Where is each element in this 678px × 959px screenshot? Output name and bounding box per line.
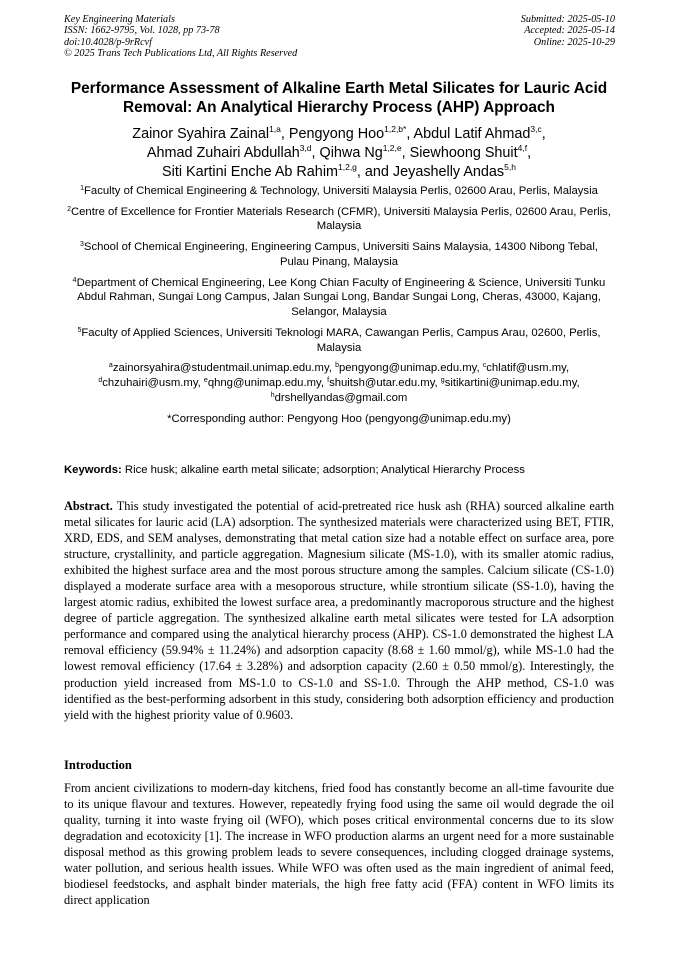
email-sup: d bbox=[98, 377, 103, 385]
author-separator: , bbox=[541, 126, 546, 142]
author-name: Qihwa Ng bbox=[319, 145, 383, 161]
author-name: Pengyong Hoo bbox=[288, 126, 385, 142]
journal-doi: doi:10.4028/p-9rRcvf bbox=[64, 36, 152, 48]
online-date: Online: 2025-10-29 bbox=[533, 36, 615, 48]
author-separator: , bbox=[527, 145, 532, 161]
author-affil-sup: 1,a bbox=[269, 124, 281, 134]
email-sup: b bbox=[335, 362, 339, 370]
author-name: Siti Kartini Enche Ab Rahim bbox=[162, 164, 338, 180]
affiliation-text: Centre of Excellence for Frontier Materials Research (CFMR), Universiti Malaysia Perlis, 02600 Arau, Perlis, Malaysia bbox=[70, 205, 611, 233]
email-sup: e bbox=[203, 377, 208, 385]
email-link[interactable]: chlatif@usm.my bbox=[486, 362, 566, 375]
email-link[interactable]: sitikartini@unimap.edu.my bbox=[444, 377, 577, 390]
email-link[interactable]: pengyong@unimap.edu.my bbox=[338, 362, 477, 375]
journal-issn: ISSN: 1662-9795, Vol. 1028, pp 73-78 bbox=[64, 25, 220, 37]
email-sup: g bbox=[440, 377, 445, 385]
email-list: $^a$zainorsyahira@studentmail.unimap.edu.my, $^b$pengyong@unimap.edu.my, $^c$chlatif@usm.my, $^d$chzuhairi@usm.my, $^e$qhng@unimap.edu.my, $^f$shuitsh@utar.edu.my, $^g$sitikartini@unimap.edu.my, $^h$drshellyandas@gmail.com bbox=[98, 362, 580, 404]
keywords bbox=[64, 463, 614, 477]
accepted-date: Accepted: 2025-05-14 bbox=[524, 25, 615, 37]
email-link[interactable]: chzuhairi@usm.my bbox=[102, 377, 198, 390]
affiliation-text: Department of Chemical Engineering, Lee Kong Chian Faculty of Engineering & Science, Universiti Tunku Abdul Rahman, Sungai Long Campus, Jalan Sungai Long, Bandar Sungai Long, Cheras, 43000, Kajang, Selangor, Malaysia bbox=[76, 276, 606, 319]
author-name: Zainor Syahira Zainal bbox=[132, 126, 270, 142]
author-affil-sup: 1,2,b* bbox=[384, 124, 407, 134]
author-separator: , bbox=[311, 145, 320, 161]
author-list bbox=[60, 125, 618, 182]
author-separator: , and bbox=[356, 164, 393, 180]
email-sup: c bbox=[482, 362, 487, 370]
email-sup: h bbox=[270, 391, 275, 399]
email-sup: f bbox=[327, 377, 330, 385]
affiliation-4 bbox=[64, 276, 614, 320]
journal-name: Key Engineering Materials bbox=[64, 14, 175, 25]
keywords-label: Keywords: bbox=[64, 464, 122, 476]
affiliation-text: Faculty of Applied Sciences, Universiti Teknologi MARA, Cawangan Perlis, Campus Arau, 02600, Perlis, Malaysia bbox=[81, 326, 601, 354]
author-name: Siewhoong Shuit bbox=[409, 145, 518, 161]
author-affil-sup: 3,c bbox=[530, 124, 542, 134]
author-name: Abdul Latif Ahmad bbox=[413, 126, 531, 142]
email-link[interactable]: zainorsyahira@studentmail.unimap.edu.my bbox=[112, 362, 329, 375]
author-separator: , bbox=[280, 126, 289, 142]
affiliation-sup: 4 bbox=[72, 276, 77, 284]
keywords-text: Rice husk; alkaline earth metal silicate; adsorption; Analytical Hierarchy Process bbox=[124, 464, 525, 476]
affiliation-2 bbox=[64, 205, 614, 234]
affiliation-3 bbox=[64, 240, 614, 269]
author-name: Ahmad Zuhairi Abdullah bbox=[146, 145, 300, 161]
paper-title: Performance Assessment of Alkaline Earth Metal Silicates for Lauric Acid Removal: An Analytical Hierarchy Process (AHP) Approach bbox=[70, 80, 608, 116]
affiliation-sup: 1 bbox=[80, 185, 85, 192]
introduction-text: From ancient civilizations to modern-day kitchens, fried food has constantly become an all-time favourite due to its unique flavour and textures. However, repeatedly frying food using the same oil would degrade the oil quality, turning it into waste frying oil (WFO), which poses critical environmental concerns due to its slow degradation and ecotoxicity [1]. The increase in WFO production alarms an urgent need for a more sustainable disposal method as this growing problem leads to severe consequences, including clogged drainage systems, water pollution, and serious health issues. While WFO was often used as the main ingredient of animal feed, biodiesel feedstocks, and asphalt binder materials, the high free fatty acid (FFA) content in WFO limits its direct application bbox=[64, 781, 614, 908]
journal-copyright: © 2025 Trans Tech Publications Ltd, All Rights Reserved bbox=[64, 47, 298, 59]
author-affil-sup: 1,2,g bbox=[338, 162, 357, 172]
abstract-text: This study investigated the potential of acid-pretreated rice husk ash (RHA) sourced alkaline earth metal silicates for lauric acid (LA) adsorption. The synthesized materials were characterized using BET, FTIR, XRD, EDS, and SEM analyses, demonstrating that metal cation size had a notable effect on surface area, pore structure, crystallinity, and particle aggregation. Magnesium silicate (MS-1.0), with its smaller atomic radius, exhibited the highest surface area and the most porous structure among the samples. Calcium silicate (CS-1.0) displayed a moderate surface area with a mesoporous structure, while strontium silicate (SS-1.0), having the largest atomic radius, exhibited the lowest surface area, a predominantly macroporous structure and the highest degree of particle aggregation. The synthesized alkaline earth metal silicates were tested for LA adsorption performance and compared using the analytical hierarchy process (AHP). CS-1.0 demonstrated the highest LA removal efficiency (59.94% ± 11.24%) and adsorption capacity (8.68 ± 1.60 mmol/g), while MS-1.0 had the lowest removal efficiency (17.64 ± 3.28%) and adsorption capacity (2.60 ± 0.50 mmol/g). Interestingly, the production yield increased from MS-1.0 to CS-1.0 and SS-1.0. Through the AHP method, CS-1.0 was identified as the best-performing adsorbent in this study, considering both adsorption efficiency and production yield with the highest priority value of 0.9603. bbox=[64, 499, 614, 722]
affiliations bbox=[64, 184, 614, 433]
author-separator: , bbox=[406, 126, 414, 142]
affiliation-text: Faculty of Chemical Engineering & Technology, Universiti Malaysia Perlis, 02600 Arau, Perlis, Malaysia bbox=[84, 185, 598, 197]
abstract bbox=[64, 498, 614, 723]
email-link[interactable]: qhng@unimap.edu.my bbox=[207, 377, 321, 390]
journal-info bbox=[64, 14, 297, 59]
corresponding-author: *Corresponding author: Pengyong Hoo (pengyong@unimap.edu.my) bbox=[167, 413, 511, 426]
email-link[interactable]: drshellyandas@gmail.com bbox=[274, 391, 408, 404]
author-name: Jeyashelly Andas bbox=[392, 164, 505, 180]
author-affil-sup: 5,h bbox=[504, 162, 516, 172]
author-affil-sup: 3,d bbox=[299, 143, 312, 153]
introduction-heading: Introduction bbox=[64, 758, 132, 772]
affiliation-sup: 3 bbox=[80, 241, 84, 249]
author-affil-sup: 1,2,e bbox=[382, 143, 402, 153]
affiliation-5 bbox=[64, 326, 614, 355]
author-separator: , bbox=[401, 145, 410, 161]
affiliation-text: School of Chemical Engineering, Engineering Campus, Universiti Sains Malaysia, 14300 Nibong Tebal, Pulau Pinang, Malaysia bbox=[83, 241, 598, 268]
submitted-date: Submitted: 2025-05-10 bbox=[520, 14, 615, 25]
author-affil-sup: 4,f bbox=[517, 143, 528, 153]
email-sup: a bbox=[108, 362, 113, 370]
submission-dates bbox=[521, 14, 615, 48]
abstract-label: Abstract. bbox=[64, 499, 113, 513]
email-link[interactable]: shuitsh@utar.edu.my bbox=[329, 377, 435, 390]
affiliation-sup: 5 bbox=[77, 326, 82, 334]
affiliation-1 bbox=[64, 184, 614, 199]
affiliation-sup: 2 bbox=[67, 205, 71, 213]
